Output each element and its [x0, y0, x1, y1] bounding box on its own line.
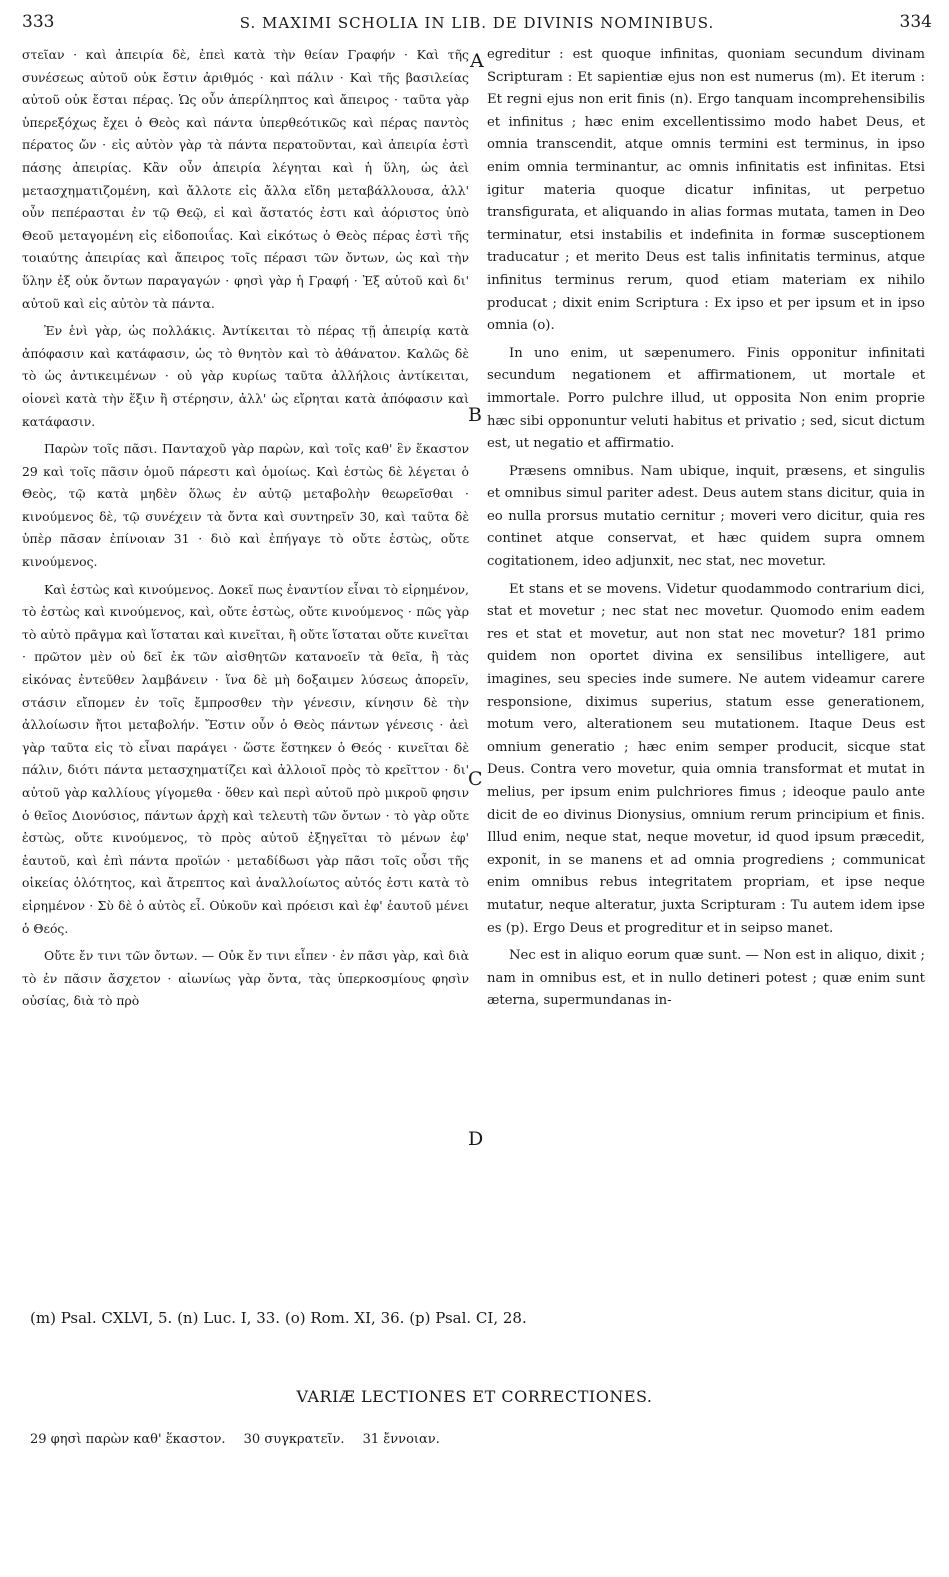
- footnotes: (m) Psal. CXLVI, 5. (n) Luc. I, 33. (o) Rom. XI, 36. (p) Psal. CI, 28.: [30, 1309, 527, 1327]
- latin-column: [487, 44, 925, 1290]
- varia-item: 31 ἔννοιαν.: [362, 1432, 440, 1447]
- page-number-left: 333: [22, 12, 55, 32]
- latin-paragraph: Nec est in aliquo eorum quæ sunt. — Non est in aliquo, dixit ; nam in omnibus est, et in nullo detineri potest ; quæ enim sunt æterna, supermundanas in-: [487, 948, 925, 1009]
- greek-paragraph: Καὶ ἑστὼς καὶ κινούμενος. Δοκεῖ πως ἐναντίον εἶναι τὸ εἰρημένον, τὸ ἑστὼς καὶ κινούμενος, καὶ, οὔτε ἑστὼς, οὔτε κινούμενος · πῶς γὰρ τὸ αὐτὸ πρᾶγμα καὶ ἵσταται καὶ κινεῖται, ἢ οὔτε ἵσταται οὔτε κινεῖται · πρῶτον μὲν οὐ δεῖ ἐκ τῶν αἰσθητῶν κατανοεῖν τὰ θεῖα, ἢ τὰς εἰκόνας ἐντεῦθεν λαμβάνειν · ἵνα δὲ μὴ δοξαιμεν λύσεως ἀπορεῖν, στάσιν εἴπομεν ἐν τοῖς ἔμπροσθεν τὴν γένεσιν, κίνησιν δὲ τὴν ἀλλοίωσιν ἤτοι μεταβολήν. Ἔστιν οὖν ὁ Θεὸς πάντων γένεσις · ἀεὶ γὰρ ταῦτα εἰς τὸ εἶναι παράγει · ὥστε ἕστηκεν ὁ Θεός · κινεῖται δὲ πάλιν, διότι πάντα μετασχηματίζει καὶ ἀλλοιοῖ πρὸς τὸ κρεῖττον · δι' αὐτοῦ γὰρ καλλίους γίγομεθα · ὅθεν καὶ περὶ αὐτοῦ πρὸ μικροῦ φησιν ὁ θεῖος Διονύσιος, πάντων ἀρχὴ καὶ τελευτὴ τῶν ὄντων · τὸ γὰρ οὔτε ἑστὼς, οὔτε κινούμενος, τὸ πρὸς αὐτοῦ ἐξηγεῖται τὸ μένων ἐφ' ἑαυτοῦ, καὶ ἐπὶ πάντα προϊών · μεταδίδωσι γὰρ πᾶσι τοῖς οὖσι τῆς οἰκείας ὁλότητος, καὶ ἄτρεπτος καὶ ἀναλλοίωτος αὐτός ἐστι κατὰ τὸ εἰρημένον · Σὺ δὲ ὁ αὐτὸς εἶ. Οὐκοῦν καὶ πρόεισι καὶ ἐφ' ἑαυτοῦ μένει ὁ Θεός.: [22, 581, 469, 936]
- margin-letter-c: C: [468, 768, 483, 790]
- latin-paragraph: Et stans et se movens. Videtur quodammodo contrarium dici, stat et movetur ; nec stat nec movetur. Quomodo enim eadem res et stat et movetur, aut non stat nec movetur? 181 primo quidem non oportet divina ex sensilibus intelligere, aut imagines, seu species inde sumere. Ne autem videamur carere responsione, diximus superius, statum esse generationem, motum vero, alterationem seu mutationem. Itaque Deus est omnium generatio ; hæc enim semper producit, sicque stat Deus. Contra vero movetur, quia omnia transformat et mutat in melius, per ipsum enim pulchriores fimus ; ideoque paulo ante dicit de eo divinus Dionysius, omnium rerum principium et finis. Illud enim, neque stat, neque movetur, id quod ipsum præcedit, exponit, in se manens et ad omnia progrediens ; communicat enim omnibus rebus integritatem propriam, et ipse neque mutatur, neque alteratur, juxta Scripturam : Tu autem idem ipse es (p). Ergo Deus et progreditur et in seipso manet.: [487, 581, 925, 936]
- margin-letter-b: B: [468, 404, 482, 426]
- greek-paragraph: Οὔτε ἔν τινι τῶν ὄντων. — Οὐκ ἔν τινι εἶπεν · ἐν πᾶσι γὰρ, καὶ διὰ τὸ ἐν πᾶσιν ἄσχετον · αἰωνίως γὰρ ὄντα, τὰς ὑπερκοσμίους φησὶν οὐσίας, διὰ τὸ πρὸ: [22, 948, 469, 1009]
- running-title: S. MAXIMI SCHOLIA IN LIB. DE DIVINIS NOMINIBUS.: [239, 14, 715, 32]
- varia-lines: [30, 1432, 910, 1447]
- latin-paragraph: Præsens omnibus. Nam ubique, inquit, præsens, et singulis et omnibus simul pariter adest. Deus autem stans dicitur, quia in eo nulla prorsus mutatio cernitur ; moveri vero dicitur, quia res continet atque conservat, et hæc quidem supra omnem cogitationem, ideo adjunxit, nec stat, nec movetur.: [487, 463, 925, 570]
- latin-paragraph: egreditur : est quoque infinitas, quoniam secundum divinam Scripturam : Et sapientiæ ejus non est numerus (m). Et iterum : Et regni ejus non erit finis (n). Ergo tanquam incomprehensibilis et infinitus ; hæc enim excellentissimo modo habet Deus, et omnia transcendit, atque omnis termini est terminus, in ipso enim omnia terminantur, ac omnis infinitatis est infinitas. Etsi igitur materia quoque dicatur infinitas, ut perpetuo transfigurata, et aliquando in alias formas mutata, tamen in Deo terminatur, etsi instabilis et indefinita in formæ susceptionem traducatur ; et merito Deus est talis infinitatis terminus, atque infinitus terminus rerum, quod etiam materiam ex nihilo producat ; dixit enim Scriptura : Ex ipso et per ipsum et in ipso omnia (o).: [487, 47, 925, 334]
- greek-paragraph: Παρὼν τοῖς πᾶσι. Πανταχοῦ γὰρ παρὼν, καὶ τοῖς καθ' ἓν ἕκαστον 29 καὶ τοῖς πᾶσιν ὁμοῦ πάρεστι καὶ ὁμοίως. Καὶ ἑστὼς δὲ λέγεται ὁ Θεὸς, τῷ κατὰ μηδὲν ὅλως ἐν αὐτῷ μεταβολὴν θεωρεῖσθαι · κινούμενος δὲ, τῷ συνέχειν τὰ ὄντα καὶ συντηρεῖν 30, καὶ ταῦτα δὲ ὑπὲρ πᾶσαν ἐπίνοιαν 31 · διὸ καὶ ἐπήγαγε τὸ οὔτε ἑστὼς, οὔτε κινούμενος.: [22, 441, 469, 570]
- greek-paragraph: Ἐν ἑνὶ γὰρ, ὡς πολλάκις. Ἀντίκειται τὸ πέρας τῇ ἀπειρίᾳ κατὰ ἀπόφασιν καὶ κατάφασιν, ὡς τὸ θνητὸν καὶ τὸ ἀθάνατον. Καλῶς δὲ τὸ ὡς ἀντικειμένων · οὐ γὰρ κυρίως ταῦτα ἀλλήλοις ἀντίκειται, οἱονεὶ κατὰ τὴν ἕξιν ἢ στέρησιν, ἀλλ' ὡς εἴρηται κατὰ ἀπόφασιν καὶ κατάφασιν.: [22, 323, 469, 429]
- page-number-right: 334: [899, 12, 932, 32]
- page-header: [22, 12, 932, 36]
- latin-paragraph: In uno enim, ut sæpenumero. Finis opponitur infinitati secundum negationem et affirmationem, ut mortale et immortale. Porro pulchre illud, ut opposita Non enim proprie hæc sibi opponuntur veluti habitus et privatio ; sed, sicut dictum est, ut negatio et affirmatio.: [487, 345, 925, 452]
- varia-title: VARIÆ LECTIONES ET CORRECTIONES.: [296, 1387, 653, 1406]
- varia-item: 30 συγκρατεῖν.: [243, 1432, 345, 1447]
- margin-letter-a: A: [470, 50, 484, 72]
- varia-item: 29 φησὶ παρὼν καθ' ἕκαστον.: [30, 1432, 226, 1447]
- margin-letter-d: D: [468, 1128, 484, 1150]
- greek-column: [22, 44, 469, 1290]
- greek-paragraph: στεῖαν · καὶ ἀπειρία δὲ, ἐπεὶ κατὰ τὴν θείαν Γραφήν · Καὶ τῆς συνέσεως αὐτοῦ οὐκ ἔστιν ἀριθμός · καὶ πάλιν · Καὶ τῆς βασιλείας αὐτοῦ οὐκ ἔσται πέρας. Ὡς οὖν ἀπερίληπτος καὶ ἄπειρος · ταῦτα γὰρ ὑπερεξόχως ἔχει ὁ Θεὸς καὶ πάντα ὑπερθεότικῶς καὶ πέρας παντὸς πέρατος ὤν · εἰς αὐτὸν γὰρ τὰ πάντα περατοῦνται, καὶ ἀπειρία ἐστὶ πάσης ἀπειρίας. Κἂν οὖν ἀπειρία λέγηται καὶ ἡ ὕλη, ὡς ἀεὶ μετασχηματιζομένη, καὶ ἄλλοτε εἰς ἄλλα εἴδη μεταβάλλουσα, ἀλλ' οὖν πεπέρασται ἐν τῷ Θεῷ, εἰ καὶ ἄστατός ἐστι καὶ ἀόριστος ὑπὸ Θεοῦ μεταγομένη εἰς εἰδοποιΐας. Καὶ εἰκότως ὁ Θεὸς πέρας ἐστὶ τῆς τοιαύτης ἀπειρίας καὶ ἄπειρος τοῖς πέρασι τῶν ὄντων, ὡς καὶ τὴν ὕλην ἐξ οὐκ ὄντων παραγαγών · φησὶ γὰρ ἡ Γραφή · Ἐξ αὐτοῦ καὶ δι' αὐτοῦ καὶ εἰς αὐτὸν τὰ πάντα.: [22, 47, 469, 311]
